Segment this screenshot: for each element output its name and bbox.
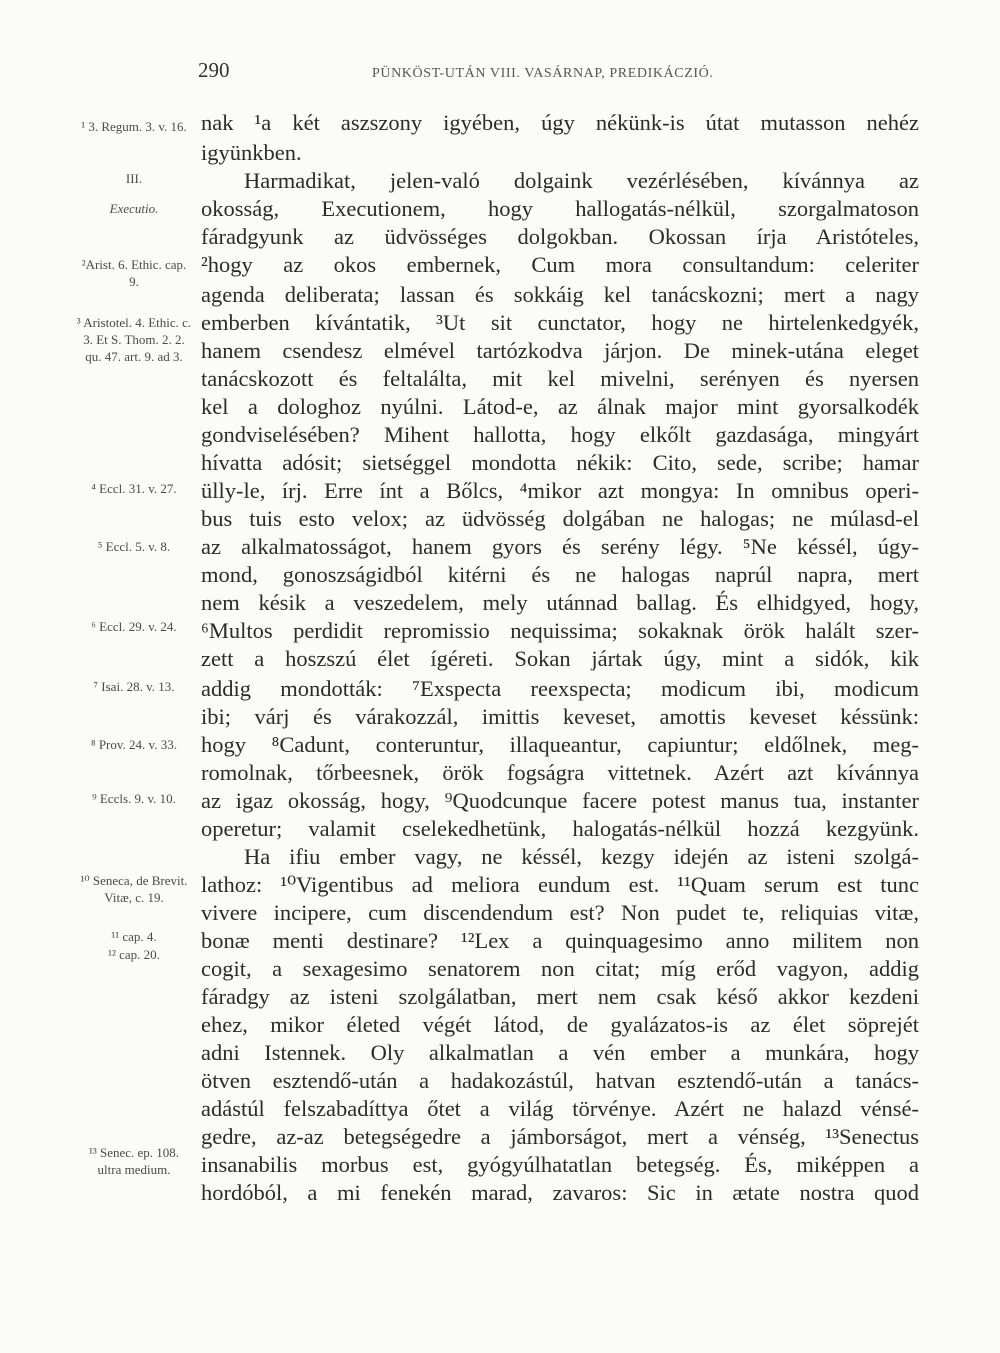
text-line: tanácskozott és feltalálta, mit kel mivelni, serényen és nyersen [201, 366, 919, 391]
text-line: ehez, mikor életed végét látod, de gyalázatos-is az élet söprejét [201, 1012, 919, 1037]
margin-note: III. [125, 171, 143, 186]
text-line: ibi; várj és várakozzál, imittis keveset, amottis keveset késsünk: [201, 704, 919, 729]
text-line: emberben kívántatik, ³Ut sit cunctator, hogy ne hirtelenkedgyék, [201, 310, 919, 335]
text-line: vivere incipere, cum discendendum est? Non pudet te, reliquias vitæ, [201, 900, 919, 925]
text-line: ²hogy az okos embernek, Cum mora consultandum: celeriter [201, 252, 919, 277]
text-line: zett a hoszszú élet ígéreti. Sokan jártak úgy, mint a sidók, kik [201, 646, 919, 671]
text-line: fáradgy az isteni szolgálatban, mert nem csak késő akkor kezdeni [201, 984, 919, 1009]
margin-note: ⁴ Eccl. 31. v. 27. [91, 481, 177, 496]
text-line: Ha ifiu ember vagy, ne késsél, kezgy idején az isteni szolgá- [244, 844, 919, 869]
margin-note: ⁹ Eccls. 9. v. 10. [92, 791, 176, 806]
text-line: lathoz: ¹⁰Vigentibus ad meliora eundum est. ¹¹Quam serum est tunc [201, 872, 919, 897]
margin-note: ⁸ Prov. 24. v. 33. [91, 737, 177, 752]
running-title: PÜNKÖST-UTÁN VIII. VASÁRNAP, PREDIKÁCZIÓ. [372, 66, 714, 81]
margin-note: Executio. [109, 201, 159, 216]
page-header [196, 58, 936, 88]
text-line: Harmadikat, jelen-való dolgaink vezérlésében, kívánnya az [244, 168, 919, 193]
text-line: gedre, az-az betegségedre a jámborságot, mert a vénség, ¹³Senectus [201, 1124, 919, 1149]
text-line: addig mondották: ⁷Exspecta reexspecta; modicum ibi, modicum [201, 676, 919, 701]
text-line: kel a dologhoz nyúlni. Látod-e, az álnak major mint gyorsalkodék [201, 394, 919, 419]
margin-note: ⁷ Isai. 28. v. 13. [93, 679, 175, 694]
text-line: igyünkben. [201, 140, 302, 165]
text-line: hordóból, a mi fenekén marad, zavaros: Sic in ætate nostra quod [201, 1180, 919, 1205]
text-line: gondviselésében? Mihent hallotta, hogy elkőlt gazdasága, mingyárt [201, 422, 919, 447]
text-line: okosság, Executionem, hogy hallogatás-nélkül, szorgalmatoson [201, 196, 919, 221]
text-line: bonæ menti destinare? ¹²Lex a quinquagesimo anno militem non [201, 928, 919, 953]
margin-note: ⁵ Eccl. 5. v. 8. [97, 539, 171, 554]
margin-note: ¹¹ cap. 4. [111, 929, 157, 944]
text-line: az alkalmatosságot, hanem gyors és serény légy. ⁵Ne késsél, úgy- [201, 534, 919, 559]
text-line: adástúl felszabadíttya őtet a világ törvénye. Azért ne halazd vénsé- [201, 1096, 919, 1121]
text-line: hívatta adósit; sietséggel mondotta nékik: Cito, sede, scribe; hamar [201, 450, 919, 475]
page-number: 290 [198, 58, 230, 82]
text-line: cogit, a sexagesimo senatorem non citat; míg erőd vagyon, addig [201, 956, 919, 981]
text-line: romolnak, tőrbeesnek, örök fogságra vittetnek. Azért azt kívánnya [201, 760, 919, 785]
text-line: ötven esztendő-után a hadakozástúl, hatvan esztendő-után a tanács- [201, 1068, 919, 1093]
margin-note: ¹³ Senec. ep. 108. ultra medium. [88, 1145, 180, 1177]
margin-note: ³ Aristotel. 4. Ethic. c. 3. Et S. Thom. 2. 2. qu. 47. art. 9. ad 3. [76, 315, 192, 364]
margin-note: ¹⁰ Seneca, de Brevit. Vitæ, c. 19. [80, 873, 188, 905]
text-line: agenda deliberata; lassan és sokkáig kel tanácskozni; mert a nagy [201, 282, 919, 307]
text-line: insanabilis morbus est, gyógyúlhatatlan betegség. És, miképpen a [201, 1152, 919, 1177]
text-line: operetur; valamit cselekedhetünk, halogatás-nélkül hozzá kezgyünk. [201, 816, 919, 841]
text-line: mond, gonoszságidból kitérni és ne halogas naprúl napra, mert [201, 562, 919, 587]
text-line: adni Istennek. Oly alkalmatlan a vén ember a munkára, hogy [201, 1040, 919, 1065]
margin-note: ¹² cap. 20. [108, 947, 160, 962]
text-line: nem késik a veszedelem, mely utánnad ballag. És elhidgyed, hogy, [201, 590, 919, 615]
text-line: fáradgyunk az üdvösséges dolgokban. Okossan írja Aristóteles, [201, 224, 919, 249]
text-line: nak ¹a két aszszony igyében, úgy nékünk-is útat mutasson nehéz [201, 110, 919, 135]
text-line: ⁶Multos perdidit repromissio nequissima; sokaknak örök halált szer- [201, 618, 919, 643]
text-line: ülly-le, írj. Erre ínt a Bőlcs, ⁴mikor azt mongya: In omnibus operi- [201, 478, 919, 503]
margin-note: ¹ 3. Regum. 3. v. 16. [81, 119, 187, 134]
margin-note: ²Arist. 6. Ethic. cap. 9. [81, 257, 187, 289]
margin-note: ⁶ Eccl. 29. v. 24. [91, 619, 177, 634]
text-line: bus tuis esto velox; az üdvösség dolgában ne halogas; ne múlasd-el [201, 506, 919, 531]
text-line: az igaz okosság, hogy, ⁹Quodcunque facere potest manus tua, instanter [201, 788, 919, 813]
text-line: hogy ⁸Cadunt, conteruntur, illaqueantur, capiuntur; eldőlnek, meg- [201, 732, 919, 757]
text-line: hanem csendesz elmével tartózkodva járjon. De minek-utána eleget [201, 338, 919, 363]
